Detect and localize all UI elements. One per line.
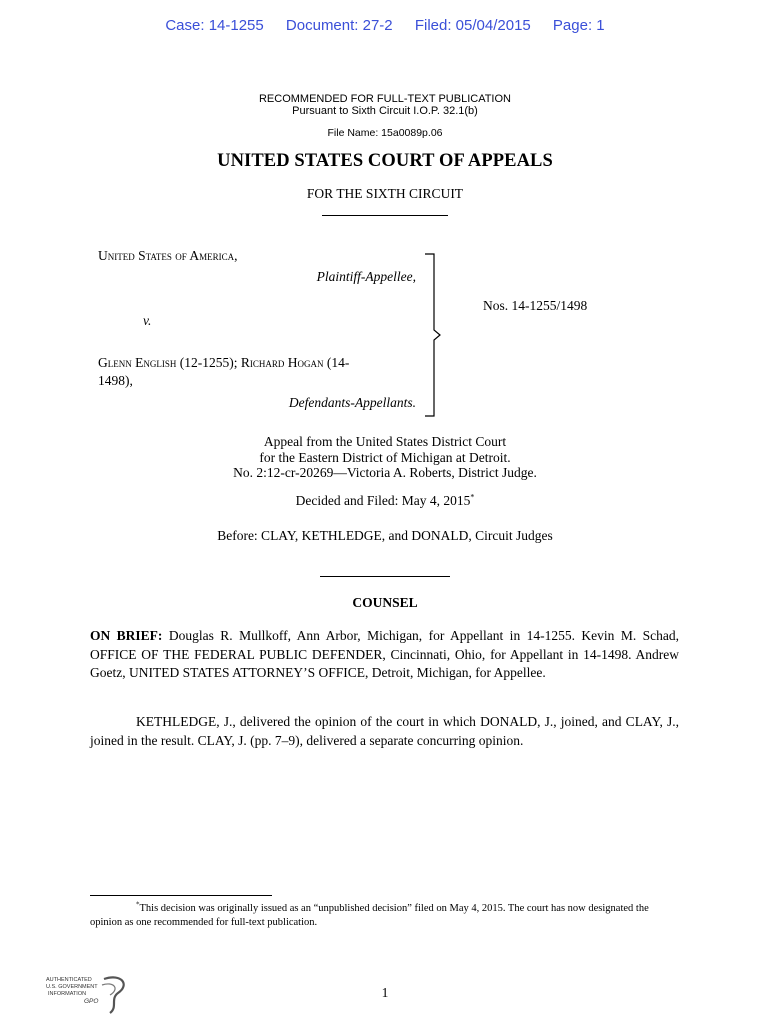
footnote-text: This decision was originally issued as an “unpublished decision” filed on May 4, 2015. The court has now designated the opinion as one recommended for full-text publication. <box>90 903 649 928</box>
publication-note <box>0 93 770 117</box>
case-number: Case: 14-1255 <box>165 17 264 34</box>
title-divider <box>322 215 448 216</box>
gpo-line-2: U.S. GOVERNMENT <box>46 984 98 990</box>
panel-judges: Before: CLAY, KETHLEDGE, and DONALD, Circuit Judges <box>217 528 553 543</box>
counsel-paragraph <box>90 627 679 683</box>
publication-recommendation: RECOMMENDED FOR FULL-TEXT PUBLICATION <box>258 93 511 105</box>
appeal-line-2: for the Eastern District of Michigan at Detroit. <box>259 449 511 465</box>
court-name: UNITED STATES COURT OF APPEALS <box>217 151 553 171</box>
defendants-line-1: Glenn English (12-1255); Richard Hogan (14- <box>98 355 350 370</box>
page-indicator: Page: 1 <box>552 17 605 34</box>
gpo-line-1: AUTHENTICATED <box>46 977 92 983</box>
plaintiff-name: United States of America, <box>98 248 238 263</box>
decided-footnote-marker: * <box>470 492 475 502</box>
appeal-line-3: No. 2:12-cr-20269—Victoria A. Roberts, District Judge. <box>233 465 537 480</box>
footnote-marker: * <box>136 900 140 909</box>
section-divider <box>320 576 450 577</box>
footnote <box>90 902 680 929</box>
caption-brace <box>420 253 442 417</box>
appeal-info <box>0 434 770 481</box>
on-brief-label: ON BRIEF: <box>90 628 163 643</box>
versus: v. <box>143 313 152 328</box>
defendants-line-2: 1498), <box>98 373 133 388</box>
gpo-line-3: INFORMATION <box>48 991 87 997</box>
counsel-heading: COUNSEL <box>352 595 418 610</box>
court-circuit: FOR THE SIXTH CIRCUIT <box>306 186 464 201</box>
defendants-names <box>98 354 418 390</box>
counsel-text: Douglas R. Mullkoff, Ann Arbor, Michigan, for Appellant in 14-1255. Kevin M. Schad, OFFICE OF THE FEDERAL PUBLIC DEFENDER, Cincinnati, Ohio, for Appellant in 14-1498. Andrew Goetz, UNITED STATES ATTORNEY’S OFFICE, Detroit, Michigan, for Appellee. <box>90 628 679 680</box>
publication-rule: Pursuant to Sixth Circuit I.O.P. 32.1(b) <box>292 105 478 117</box>
gpo-line-4: GPO <box>84 998 99 1005</box>
decided-text: Decided and Filed: May 4, 2015 <box>295 493 471 508</box>
plaintiff-role: Plaintiff-Appellee, <box>316 269 416 284</box>
defendants-role: Defendants-Appellants. <box>288 395 416 410</box>
filing-header <box>0 17 770 34</box>
filed-date: Filed: 05/04/2015 <box>414 17 531 34</box>
file-name: File Name: 15a0089p.06 <box>327 127 443 139</box>
opinion-paragraph: KETHLEDGE, J., delivered the opinion of the court in which DONALD, J., joined, and CLAY, J., joined in the result. CLAY, J. (pp. 7–9), delivered a separate concurring opinion. <box>90 714 679 748</box>
case-numbers: Nos. 14-1255/1498 <box>483 298 588 313</box>
appeal-line-1: Appeal from the United States District Court <box>263 434 507 449</box>
document-number: Document: 27-2 <box>285 17 393 34</box>
decided-date <box>0 493 770 509</box>
page-number: 1 <box>381 985 389 1000</box>
footnote-divider <box>90 895 272 896</box>
